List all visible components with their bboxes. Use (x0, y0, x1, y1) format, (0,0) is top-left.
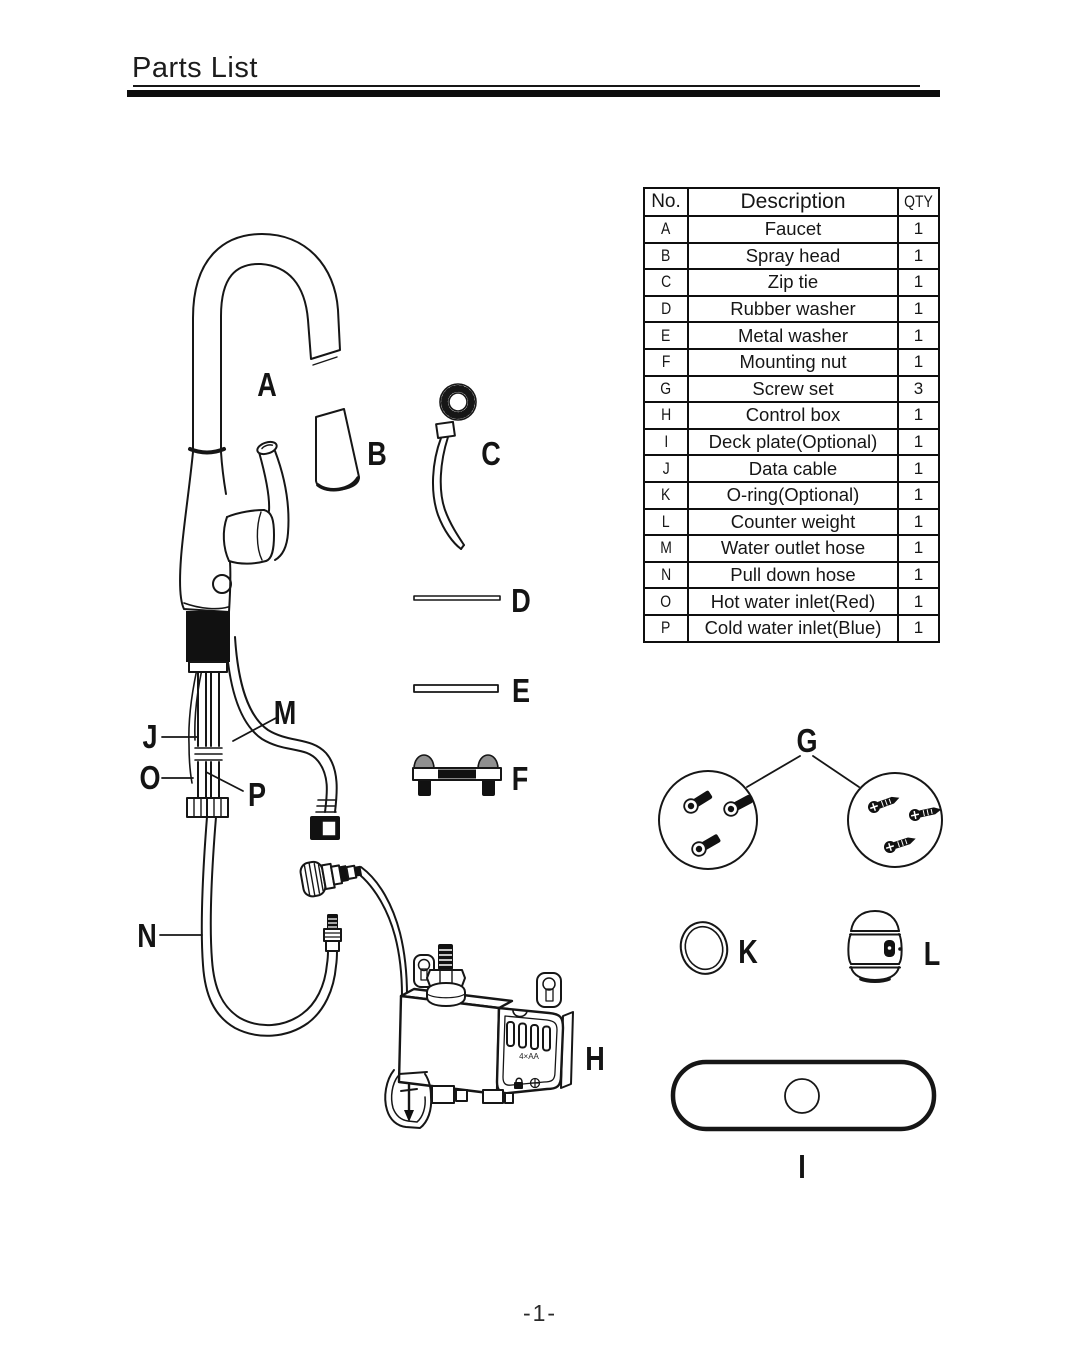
pull-down-hose-connector (324, 914, 341, 951)
cell-qty: 1 (898, 429, 939, 456)
cell-description: Screw set (688, 376, 898, 403)
leader-line-m (233, 718, 276, 741)
part-label-l: L (923, 936, 941, 973)
counter-weight-drawing (848, 911, 901, 981)
cell-qty: 3 (898, 376, 939, 403)
cell-qty: 1 (898, 269, 939, 296)
part-label-m: M (273, 695, 297, 732)
cell-description: Metal washer (688, 322, 898, 349)
pull-down-hose-drawing (202, 817, 341, 1036)
page-number: -1- (522, 1300, 558, 1326)
col-header-description: Description (688, 188, 898, 216)
cell-description: Hot water inlet(Red) (688, 588, 898, 615)
part-label-o: O (139, 760, 161, 797)
col-header-qty: QTY (898, 188, 939, 216)
part-label-j: J (142, 719, 158, 756)
cell-description: Mounting nut (688, 349, 898, 376)
cell-no: H (644, 402, 688, 429)
cell-qty: 1 (898, 535, 939, 562)
cell-no: P (644, 615, 688, 642)
spray-head-drawing (316, 409, 359, 490)
cell-description: Cold water inlet(Blue) (688, 615, 898, 642)
data-cable-drawing (189, 660, 204, 783)
phillips-screw (882, 833, 917, 855)
control-box-drawing (385, 944, 573, 1128)
cell-no: G (644, 376, 688, 403)
connector-hose (361, 867, 407, 996)
socket-screw (722, 792, 755, 818)
cell-qty: 1 (898, 349, 939, 376)
phillips-screw (866, 792, 901, 815)
cell-description: Control box (688, 402, 898, 429)
cell-qty: 1 (898, 322, 939, 349)
part-label-d: D (511, 583, 531, 620)
o-ring-drawing (675, 917, 733, 979)
part-label-k: K (738, 934, 758, 971)
cell-qty: 1 (898, 243, 939, 270)
zip-tie-drawing (433, 384, 476, 549)
cell-no: C (644, 269, 688, 296)
cell-description: Deck plate(Optional) (688, 429, 898, 456)
cell-description: Spray head (688, 243, 898, 270)
part-label-h: H (585, 1041, 605, 1078)
cell-qty: 1 (898, 615, 939, 642)
leader-line-g (747, 756, 859, 787)
outlet-hose-fitting (310, 800, 340, 840)
cell-description: Water outlet hose (688, 535, 898, 562)
screw-set-drawing (659, 771, 943, 869)
cell-qty: 1 (898, 402, 939, 429)
cell-no: L (644, 509, 688, 536)
cell-no: D (644, 296, 688, 323)
deck-plate-drawing (673, 1062, 934, 1129)
part-label-c: C (481, 436, 501, 473)
cell-qty: 1 (898, 455, 939, 482)
connector-hose (360, 875, 402, 996)
cell-no: F (644, 349, 688, 376)
cell-no: A (644, 216, 688, 243)
cell-description: Pull down hose (688, 562, 898, 589)
part-label-g: G (796, 723, 818, 760)
cell-description: Zip tie (688, 269, 898, 296)
page-title: Parts List (132, 52, 258, 84)
mounting-nut-drawing (413, 755, 501, 796)
part-label-b: B (367, 436, 387, 473)
cell-description: Data cable (688, 455, 898, 482)
cell-qty: 1 (898, 482, 939, 509)
cell-no: E (644, 322, 688, 349)
cell-qty: 1 (898, 509, 939, 536)
cell-description: O-ring(Optional) (688, 482, 898, 509)
cell-no: I (644, 429, 688, 456)
battery-marking: 4×AA (519, 1052, 539, 1061)
cell-no: K (644, 482, 688, 509)
part-label-p: P (247, 777, 267, 814)
inlet-nuts (187, 798, 228, 817)
part-label-i: I (798, 1149, 806, 1186)
cell-qty: 1 (898, 562, 939, 589)
cell-no: B (644, 243, 688, 270)
cell-no: N (644, 562, 688, 589)
col-header-no: No. (644, 188, 688, 216)
cell-description: Faucet (688, 216, 898, 243)
metal-washer-drawing (414, 685, 498, 692)
cell-description: Counter weight (688, 509, 898, 536)
cell-no: O (644, 588, 688, 615)
cell-description: Rubber washer (688, 296, 898, 323)
part-label-a: A (257, 367, 277, 404)
faucet-drawing (180, 234, 340, 817)
rubber-washer-drawing (414, 596, 500, 600)
cell-qty: 1 (898, 216, 939, 243)
part-label-n: N (137, 918, 157, 955)
part-label-f: F (511, 761, 529, 798)
cell-no: J (644, 455, 688, 482)
quick-connector-drawing (299, 854, 364, 898)
socket-screw (682, 788, 714, 815)
cell-qty: 1 (898, 588, 939, 615)
cell-no: M (644, 535, 688, 562)
part-label-e: E (511, 673, 531, 710)
water-outlet-hose-drawing (226, 637, 340, 840)
socket-screw (690, 832, 723, 859)
cell-qty: 1 (898, 296, 939, 323)
phillips-screw (908, 804, 943, 823)
